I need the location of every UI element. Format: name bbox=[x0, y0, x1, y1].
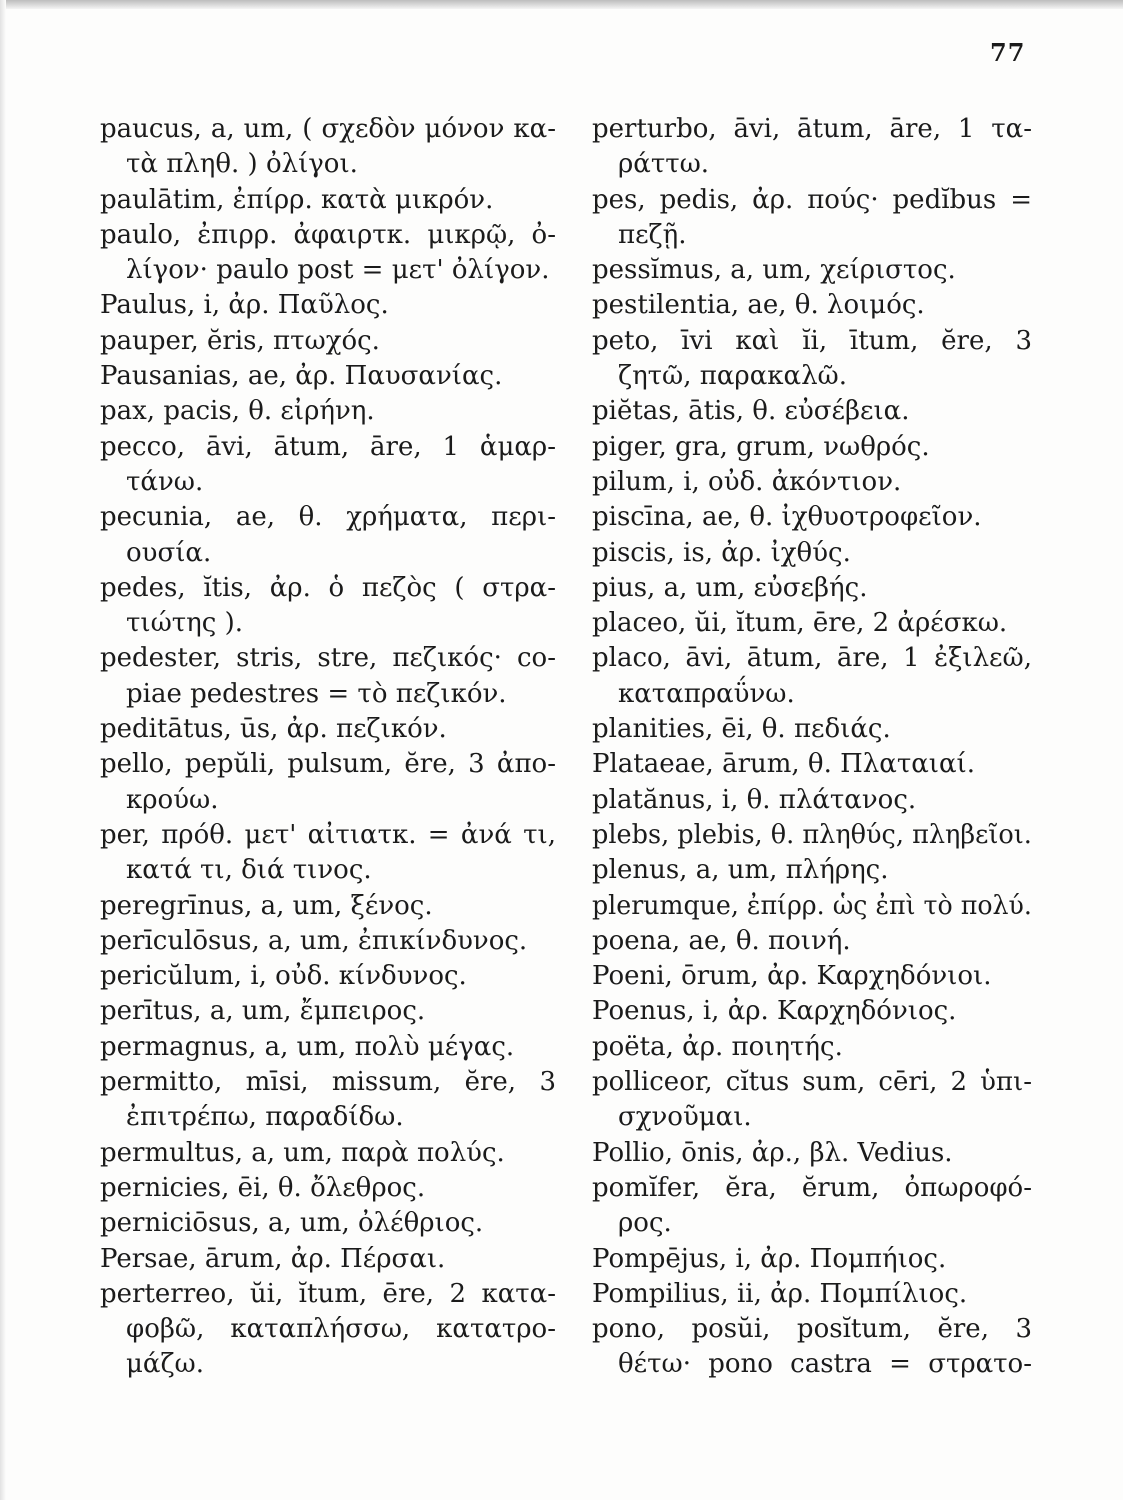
entry-headword-line: piscīna, ae, θ. ἰχθυοτροφεῖον. bbox=[592, 502, 982, 533]
entry-headword-line: permitto, mīsi, missum, ĕre, 3 bbox=[100, 1067, 556, 1098]
entry-headword-line: plebs, plebis, θ. πληθύς, πληβεῖοι. bbox=[592, 819, 1032, 850]
entry-headword-line: pedester, stris, stre, πεζικός· co- bbox=[100, 643, 556, 674]
entry-continuation-line: τάνω. bbox=[126, 466, 204, 497]
dictionary-entry bbox=[592, 641, 1032, 712]
entry-headword-line: pauper, ĕris, πτωχός. bbox=[100, 325, 380, 356]
entry-continuation-line: τὰ πληθ. ) ὀλίγοι. bbox=[126, 149, 358, 180]
entry-continuation-line: τιώτης ). bbox=[126, 608, 243, 639]
entry-continuation-line: σχνοῦμαι. bbox=[618, 1102, 752, 1133]
entry-headword-line: pecco, āvi, ātum, āre, 1 ἁμαρ- bbox=[100, 431, 556, 462]
dictionary-entry bbox=[592, 1277, 1032, 1312]
entry-headword-line: peto, īvi καὶ ĭi, ītum, ĕre, 3 bbox=[592, 325, 1032, 356]
dictionary-entry bbox=[592, 747, 1032, 782]
entry-continuation-line: μάζω. bbox=[126, 1349, 205, 1380]
entry-continuation-line: φοβῶ, καταπλήσσω, κατατρο- bbox=[126, 1314, 556, 1345]
entry-headword-line: Poenus, i, ἀρ. Καρχηδόνιος. bbox=[592, 996, 957, 1027]
entry-headword-line: pax, pacis, θ. εἰρήνη. bbox=[100, 396, 375, 427]
entry-headword-line: perturbo, āvi, ātum, āre, 1 τα- bbox=[592, 114, 1032, 144]
dictionary-entry bbox=[592, 783, 1032, 818]
dictionary-entry bbox=[100, 959, 556, 994]
entry-headword-line: pestilentia, ae, θ. λοιμός. bbox=[592, 290, 925, 321]
entry-headword-line: Poeni, ōrum, ἀρ. Καρχηδόνιοι. bbox=[592, 961, 992, 992]
entry-headword-line: paulātim, ἐπίρρ. κατὰ μικρόν. bbox=[100, 184, 494, 215]
dictionary-entry bbox=[592, 924, 1032, 959]
entry-headword-line: plenus, a, um, πλήρης. bbox=[592, 855, 889, 886]
dictionary-entry bbox=[100, 1136, 556, 1171]
dictionary-entry bbox=[100, 430, 556, 501]
dictionary-entry bbox=[592, 1242, 1032, 1277]
dictionary-entry bbox=[592, 430, 1032, 465]
entry-headword-line: perterreo, ŭi, ĭtum, ēre, 2 κατα- bbox=[100, 1278, 556, 1309]
entry-headword-line: placo, āvi, ātum, āre, 1 ἐξιλεῶ, bbox=[592, 643, 1032, 674]
entry-headword-line: pono, posŭi, posĭtum, ĕre, 3 bbox=[592, 1314, 1032, 1345]
dictionary-entry bbox=[592, 571, 1032, 606]
entry-headword-line: pes, pedis, ἀρ. πούς· pedĭbus = bbox=[592, 184, 1032, 215]
dictionary-entry bbox=[100, 747, 556, 818]
dictionary-entry bbox=[592, 606, 1032, 641]
entry-continuation-line: κρούω. bbox=[126, 784, 219, 815]
entry-headword-line: pomĭfer, ĕra, ĕrum, ὀπωροφό- bbox=[592, 1172, 1032, 1203]
entry-headword-line: pericŭlum, i, οὐδ. κίνδυνος. bbox=[100, 961, 467, 992]
dictionary-entry bbox=[100, 1065, 556, 1136]
entry-headword-line: peregrīnus, a, um, ξένος. bbox=[100, 890, 433, 921]
dictionary-entry bbox=[592, 889, 1032, 924]
entry-headword-line: pecunia, ae, θ. χρήματα, περι- bbox=[100, 502, 556, 533]
entry-headword-line: permultus, a, um, παρὰ πολύς. bbox=[100, 1137, 505, 1168]
entry-headword-line: peditātus, ūs, ἀρ. πεζικόν. bbox=[100, 714, 447, 745]
entry-headword-line: placeo, ŭi, ĭtum, ēre, 2 ἀρέσκω. bbox=[592, 608, 1008, 639]
entry-headword-line: Pollio, ōnis, ἀρ., βλ. Vedius. bbox=[592, 1137, 953, 1168]
entry-continuation-line: ἐπιτρέπω, παραδίδω. bbox=[126, 1102, 404, 1133]
dictionary-entry bbox=[592, 994, 1032, 1029]
entry-headword-line: Paulus, i, ἀρ. Παῦλος. bbox=[100, 290, 389, 321]
entry-headword-line: perīculōsus, a, um, ἐπικίνδυνος. bbox=[100, 925, 528, 956]
entry-headword-line: polliceor, cĭtus sum, cēri, 2 ὑπι- bbox=[592, 1067, 1032, 1098]
dictionary-entry bbox=[100, 288, 556, 323]
scan-edge-top bbox=[0, 0, 1123, 9]
dictionary-entry bbox=[592, 1065, 1032, 1136]
dictionary-entry bbox=[592, 465, 1032, 500]
entry-continuation-line: ράττω. bbox=[618, 149, 710, 180]
dictionary-entry bbox=[100, 641, 556, 712]
dictionary-entry bbox=[100, 924, 556, 959]
entry-headword-line: pedes, ĭtis, ἀρ. ὁ πεζὸς ( στρα- bbox=[100, 572, 556, 603]
dictionary-entry bbox=[592, 959, 1032, 994]
dictionary-entry bbox=[100, 889, 556, 924]
entry-headword-line: Pausanias, ae, ἀρ. Παυσανίας. bbox=[100, 361, 503, 392]
entry-headword-line: paulo, ἐπιρρ. ἀφαιρτκ. μικρῷ, ὀ- bbox=[100, 219, 556, 250]
entry-headword-line: Persae, ārum, ἀρ. Πέρσαι. bbox=[100, 1243, 446, 1274]
dictionary-entry bbox=[592, 394, 1032, 429]
dictionary-entry bbox=[592, 324, 1032, 395]
dictionary-entry bbox=[100, 712, 556, 747]
entry-headword-line: permagnus, a, um, πολὺ μέγας. bbox=[100, 1031, 515, 1062]
dictionary-entry bbox=[592, 1171, 1032, 1242]
entry-headword-line: piĕtas, ātis, θ. εὐσέβεια. bbox=[592, 396, 910, 427]
dictionary-entry bbox=[100, 1277, 556, 1383]
entry-headword-line: perītus, a, um, ἔμπειρος. bbox=[100, 996, 426, 1027]
dictionary-entry bbox=[592, 853, 1032, 888]
dictionary-entry bbox=[100, 112, 556, 183]
dictionary-entry bbox=[100, 571, 556, 642]
entry-continuation-line: ρος. bbox=[618, 1208, 672, 1239]
page-number: 77 bbox=[990, 38, 1026, 67]
entry-headword-line: pessĭmus, a, um, χείριστος. bbox=[592, 255, 956, 286]
dictionary-entry bbox=[592, 183, 1032, 254]
entry-headword-line: paucus, a, um, ( σχεδὸν μόνον κα- bbox=[100, 114, 556, 144]
dictionary-entry bbox=[592, 1312, 1032, 1383]
entry-headword-line: poëta, ἀρ. ποιητής. bbox=[592, 1031, 843, 1062]
entry-continuation-line: ζητῶ, παρακαλῶ. bbox=[618, 361, 848, 392]
entry-headword-line: pernicies, ēi, θ. ὄλεθρος. bbox=[100, 1172, 426, 1203]
scan-edge-left bbox=[0, 0, 6, 1500]
entry-continuation-line: πεζῇ. bbox=[618, 219, 687, 250]
dictionary-entry bbox=[100, 1206, 556, 1241]
entry-headword-line: pilum, i, οὐδ. ἀκόντιον. bbox=[592, 466, 902, 497]
left-column bbox=[100, 112, 556, 1383]
dictionary-entry bbox=[100, 500, 556, 571]
entry-continuation-line: ουσία. bbox=[126, 537, 212, 568]
entry-headword-line: plerumque, ἐπίρρ. ὡς ἐπὶ τὸ πολύ. bbox=[592, 890, 1032, 921]
dictionary-entry bbox=[592, 818, 1032, 853]
dictionary-entry bbox=[100, 1242, 556, 1277]
right-column bbox=[592, 112, 1032, 1383]
entry-headword-line: pius, a, um, εὐσεβής. bbox=[592, 572, 868, 603]
entry-headword-line: poena, ae, θ. ποινή. bbox=[592, 925, 851, 956]
entry-headword-line: piger, gra, grum, νωθρός. bbox=[592, 431, 930, 462]
dictionary-entry bbox=[592, 1136, 1032, 1171]
entry-headword-line: Plataeae, ārum, θ. Πλαταιαί. bbox=[592, 749, 975, 780]
entry-continuation-line: piae pedestres = τὸ πεζικόν. bbox=[126, 678, 507, 709]
entry-headword-line: Pompilius, ii, ἀρ. Πομπίλιος. bbox=[592, 1278, 968, 1309]
entry-continuation-line: καταπραΰνω. bbox=[618, 678, 795, 709]
dictionary-entry bbox=[592, 500, 1032, 535]
dictionary-entry bbox=[592, 536, 1032, 571]
entry-headword-line: Pompējus, i, ἀρ. Πομπήιος. bbox=[592, 1243, 947, 1274]
dictionary-entry bbox=[100, 1030, 556, 1065]
dictionary-entry bbox=[100, 324, 556, 359]
entry-headword-line: piscis, is, ἀρ. ἰχθύς. bbox=[592, 537, 851, 568]
entry-continuation-line: κατά τι, διά τινος. bbox=[126, 855, 372, 886]
dictionary-entry bbox=[592, 253, 1032, 288]
entry-headword-line: planities, ēi, θ. πεδιάς. bbox=[592, 714, 891, 745]
dictionary-entry bbox=[100, 218, 556, 289]
entry-headword-line: perniciōsus, a, um, ὀλέθριος. bbox=[100, 1208, 484, 1239]
dictionary-entry bbox=[592, 1030, 1032, 1065]
dictionary-entry bbox=[100, 1171, 556, 1206]
entry-headword-line: pello, pepŭli, pulsum, ĕre, 3 ἀπο- bbox=[100, 749, 556, 780]
dictionary-entry bbox=[592, 112, 1032, 183]
dictionary-entry bbox=[100, 183, 556, 218]
dictionary-entry bbox=[592, 712, 1032, 747]
dictionary-entry bbox=[100, 818, 556, 889]
dictionary-entry bbox=[592, 288, 1032, 323]
dictionary-entry bbox=[100, 394, 556, 429]
entry-continuation-line: θέτω· pono castra = στρατο- bbox=[618, 1349, 1032, 1380]
entry-continuation-line: λίγον· paulo post = μετ' ὀλίγον. bbox=[126, 255, 550, 286]
entry-headword-line: per, πρόθ. μετ' αἰτιατκ. = ἀνά τι, bbox=[100, 819, 556, 850]
dictionary-entry bbox=[100, 359, 556, 394]
dictionary-entry bbox=[100, 994, 556, 1029]
entry-headword-line: platănus, i, θ. πλάτανος. bbox=[592, 784, 917, 815]
